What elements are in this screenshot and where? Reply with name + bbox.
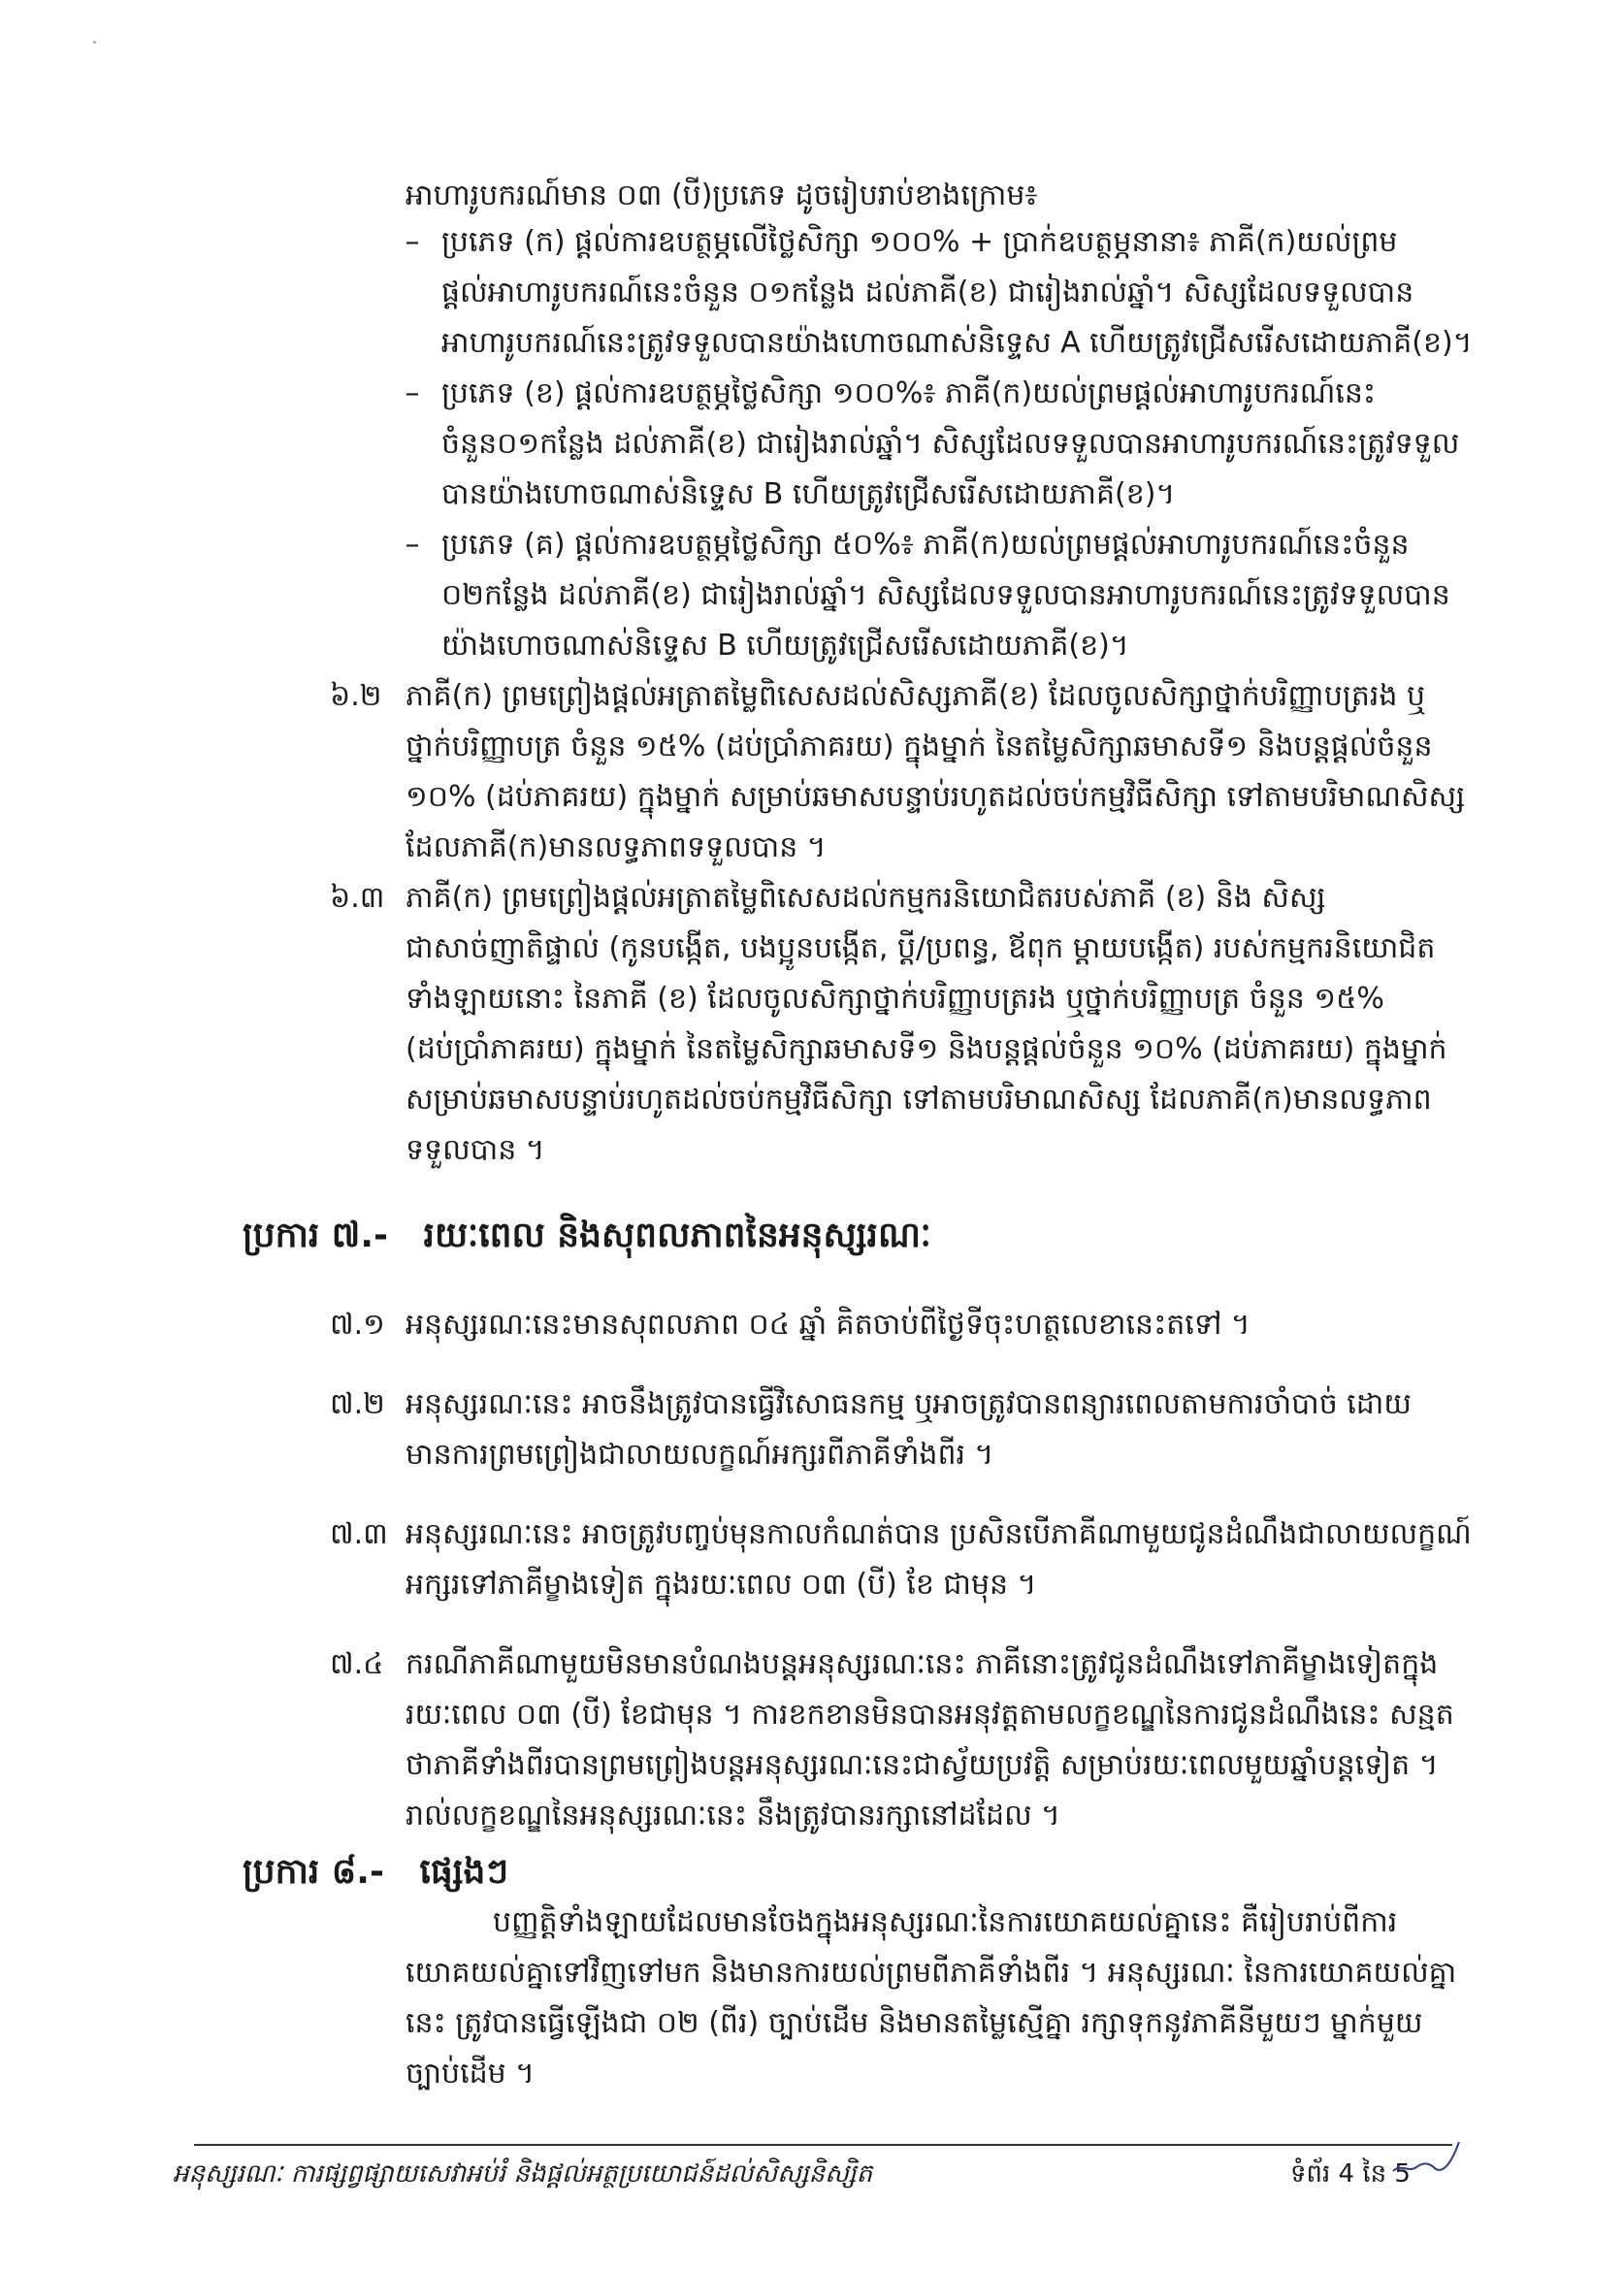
bullet-line: ផ្តល់អាហារូបករណ៍នេះចំនួន ០១កន្លែង ដល់ភាគី(ខ) ជារៀងរាល់ឆ្នាំ។ សិស្សដែលទទួលបាន <box>441 276 1414 309</box>
clause-number: ៧.១ <box>330 1308 385 1342</box>
bullet-line: យ៉ាងហោចណាស់និទ្ទេស B ហើយត្រូវជ្រើសរើសដោយភាគី(ខ)។ <box>441 629 1129 663</box>
footer-title: អនុស្សរណៈ ការផ្សព្វផ្សាយសេវាអប់រំ និងផ្តល់អត្ថប្រយោជន៍ដល់សិស្សនិស្សិត <box>173 2159 873 2189</box>
clause-line: ថ្នាក់បរិញ្ញាបត្រ ចំនួន ១៥% (ដប់ប្រាំភាគរយ) ក្នុងម្នាក់ នៃតម្លៃសិក្សាឆមាសទី១ និងបន្តផ្តល់ចំនួន <box>406 730 1433 763</box>
clause-line: ទាំងឡាយនោះ នៃភាគី (ខ) ដែលចូលសិក្សាថ្នាក់បរិញ្ញាបត្ររង ឬថ្នាក់បរិញ្ញាបត្រ ចំនួន ១៥% <box>406 982 1384 1016</box>
clause-line: រយៈពេល ០៣ (បី) ខែជាមុន ។ ការខកខានមិនបានអនុវត្តតាមលក្ខខណ្ឌនៃការជូនដំណឹងនេះ សន្មត <box>406 1698 1454 1732</box>
bullet-line: ប្រភេទ (ក) ផ្តល់ការឧបត្ថម្ភលើថ្លៃសិក្សា ១០០% + ប្រាក់ឧបត្ថម្ភនានា៖ ភាគី(ក)យល់ព្រម <box>441 225 1398 259</box>
bullet-line: អាហារូបករណ៍នេះត្រូវទទួលបានយ៉ាងហោចណាស់និទ្ទេស A ហើយត្រូវជ្រើសរើសដោយភាគី(ខ)។ <box>441 326 1473 360</box>
body-line: យោគយល់គ្នាទៅវិញទៅមក និងមានការយល់ព្រមពីភាគីទាំងពីរ ។ អនុស្សរណៈ នៃការយោគយល់គ្នា <box>406 1956 1457 1990</box>
body-line: នេះ ត្រូវបានធ្វើឡើងជា ០២ (ពីរ) ច្បាប់ដើម និងមានតម្លៃស្មើគ្នា រក្សាទុកនូវភាគីនីមួយៗ ម្នាក់មួយ <box>406 2006 1423 2040</box>
initials-signature <box>1387 2134 1465 2183</box>
bullet-line: បានយ៉ាងហោចណាស់និទ្ទេស B ហើយត្រូវជ្រើសរើសដោយភាគី(ខ)។ <box>441 477 1176 511</box>
clause-line: អនុស្សរណៈនេះមានសុពលភាព ០៤ ឆ្នាំ គិតចាប់ពីថ្ងៃទីចុះហត្ថលេខានេះតទៅ ។ <box>406 1308 1250 1342</box>
clause-line: ដែលភាគី(ក)មានលទ្ធភាពទទួលបាន ។ <box>406 830 827 864</box>
clause-line: អក្សរទៅភាគីម្ខាងទៀត ក្នុងរយៈពេល ០៣ (បី) ខែ ជាមុន ។ <box>406 1568 1037 1602</box>
clause-number: ៦.៣ <box>330 881 385 915</box>
scan-speck <box>93 41 96 44</box>
bullet-line: ប្រភេទ (គ) ផ្តល់ការឧបត្ថម្ភថ្លៃសិក្សា ៥០%៖ ភាគី(ក)យល់ព្រមផ្តល់អាហារូបករណ៍នេះចំនួន <box>441 528 1410 562</box>
bullet-dash: – <box>405 376 420 410</box>
article-label: ប្រការ ៧.- <box>243 1216 388 1255</box>
clause-line: មានការព្រមព្រៀងជាលាយលក្ខណ៍អក្សរពីភាគីទាំងពីរ ។ <box>406 1438 994 1472</box>
clause-line: ថាភាគីទាំងពីរបានព្រមព្រៀងបន្តអនុស្សរណៈនេះជាស្វ័យប្រវត្តិ សម្រាប់រយៈពេលមួយឆ្នាំបន្តទៀត ។ <box>406 1748 1439 1782</box>
article-7-heading <box>243 1209 931 1263</box>
bullet-line: ០២កន្លែង ដល់ភាគី(ខ) ជារៀងរាល់ឆ្នាំ។ សិស្សដែលទទួលបានអាហារូបករណ៍នេះត្រូវទទួលបាន <box>441 578 1450 612</box>
clause-line: អនុស្សរណៈនេះ អាចនឹងត្រូវបានធ្វើវិសោធនកម្ម ឬអាចត្រូវបានពន្យារពេលតាមការចាំបាច់ ដោយ <box>406 1387 1412 1421</box>
clause-line: ជាសាច់ញាតិផ្ទាល់ (កូនបង្កើត, បងប្អូនបង្កើត, ប្តី/ប្រពន្ធ, ឪពុក ម្តាយបង្កើត) របស់កម្មករនិយោជិត <box>406 931 1436 965</box>
clause-line: ករណីភាគីណាមួយមិនមានបំណងបន្តអនុស្សរណៈនេះ ភាគីនោះត្រូវជូនដំណឹងទៅភាគីម្ខាងទៀតក្នុង <box>406 1647 1439 1681</box>
body-line: បញ្ញត្តិទាំងឡាយដែលមានចែងក្នុងអនុស្សរណៈនៃការយោគយល់គ្នានេះ គឺរៀបរាប់ពីការ <box>493 1905 1398 1939</box>
article-title: ផ្សេងៗ <box>419 1852 509 1892</box>
body-line: ច្បាប់ដើម ។ <box>406 2057 536 2091</box>
clause-line: (ដប់ប្រាំភាគរយ) ក្នុងម្នាក់ នៃតម្លៃសិក្សាឆមាសទី១ និងបន្តផ្តល់ចំនួន ១០% (ដប់ភាគរយ) ក្នុងម្នាក់ <box>406 1032 1447 1066</box>
bullet-line: ប្រភេទ (ខ) ផ្តល់ការឧបត្ថម្ភថ្លៃសិក្សា ១០០%៖ ភាគី(ក)យល់ព្រមផ្តល់អាហារូបករណ៍នេះ <box>441 376 1377 410</box>
clause-number: ៦.២ <box>330 679 382 713</box>
article-title: រយៈពេល និងសុពលភាពនៃអនុស្សរណៈ <box>423 1216 931 1255</box>
clause-line: រាល់លក្ខខណ្ឌនៃអនុស្សរណៈនេះ នឹងត្រូវបានរក្សានៅដដែល ។ <box>406 1799 1060 1832</box>
page-number: ទំព័រ 4 នៃ 5 <box>1290 2159 1411 2189</box>
clause-line: អនុស្សរណៈនេះ អាចត្រូវបញ្ចប់មុនកាលកំណត់បាន ប្រសិនបើភាគីណាមួយជូនដំណឹងជាលាយលក្ខណ៍ <box>406 1517 1472 1551</box>
clause-line: សម្រាប់ឆមាសបន្ទាប់រហូតដល់ចប់កម្មវិធីសិក្សា ទៅតាមបរិមាណសិស្ស ដែលភាគី(ក)មានលទ្ធភាព <box>406 1083 1432 1117</box>
article-8-heading <box>243 1845 508 1899</box>
footer-rule <box>194 2144 1452 2146</box>
clause-line: ភាគី(ក) ព្រមព្រៀងផ្តល់អត្រាតម្លៃពិសេសដល់សិស្សភាគី(ខ) ដែលចូលសិក្សាថ្នាក់បរិញ្ញាបត្ររង ឬ <box>406 679 1426 713</box>
bullet-line: ចំនួន០១កន្លែង ដល់ភាគី(ខ) ជារៀងរាល់ឆ្នាំ។ សិស្សដែលទទួលបានអាហារូបករណ៍នេះត្រូវទទួល <box>441 427 1460 461</box>
clause-line: ទទួលបាន ។ <box>406 1133 545 1167</box>
intro-line: អាហារូបករណ៍មាន ០៣ (បី)ប្រភេទ ដូចរៀបរាប់ខាងក្រោម៖ <box>406 178 1038 212</box>
clause-line: ភាគី(ក) ព្រមព្រៀងផ្តល់អត្រាតម្លៃពិសេសដល់កម្មករនិយោជិតរបស់ភាគី (ខ) និង សិស្ស <box>406 881 1326 915</box>
bullet-dash: – <box>405 225 420 259</box>
bullet-dash: – <box>405 528 420 562</box>
article-label: ប្រការ ៨.- <box>243 1852 384 1892</box>
clause-number: ៧.៣ <box>330 1517 388 1551</box>
clause-line: ១០% (ដប់ភាគរយ) ក្នុងម្នាក់ សម្រាប់ឆមាសបន្ទាប់រហូតដល់ចប់កម្មវិធីសិក្សា ទៅតាមបរិមាណសិស្ស <box>406 780 1466 814</box>
clause-number: ៧.២ <box>330 1387 385 1421</box>
clause-number: ៧.៤ <box>330 1647 384 1681</box>
